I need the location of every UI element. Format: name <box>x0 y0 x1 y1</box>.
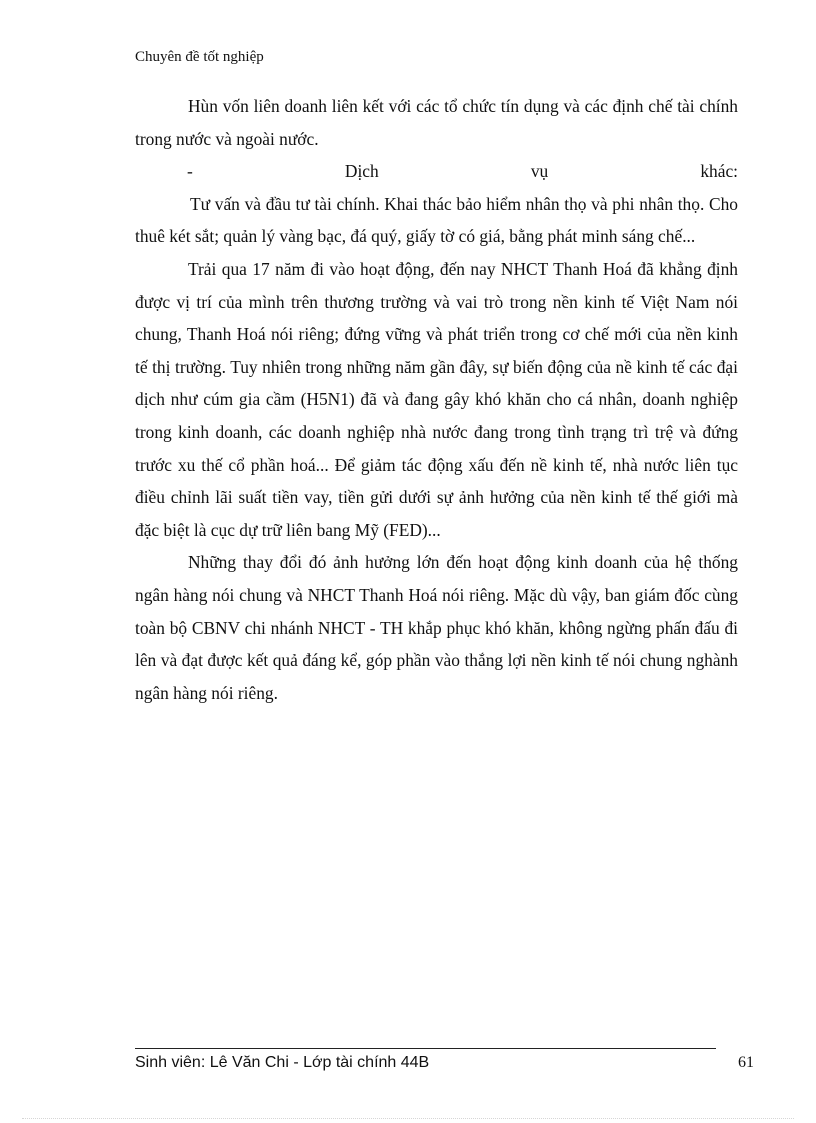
footer-divider <box>135 1048 716 1049</box>
list-dash: - <box>187 161 193 182</box>
word-vu: vụ <box>530 161 549 182</box>
other-services-line <box>135 155 738 188</box>
body-text <box>135 90 738 709</box>
paragraph-services: Tư vấn và đầu tư tài chính. Khai thác bảo hiểm nhân thọ và phi nhân thọ. Cho thuê két sắt; quản lý vàng bạc, đá quý, giấy tờ có giá, bằng phát minh sáng chế... <box>135 193 738 247</box>
word-khac: khác: <box>700 161 738 182</box>
paragraph-capital-contribution: Hùn vốn liên doanh liên kết với các tổ chức tín dụng và các định chế tài chính trong nước và ngoài nước. <box>135 96 738 149</box>
word-dich: Dịch <box>344 161 379 182</box>
paragraph-changes: Những thay đổi đó ảnh hưởng lớn đến hoạt động kinh doanh của hệ thống ngân hàng nói chung và NHCT Thanh Hoá nói riêng. Mặc dù vậy, ban giám đốc cùng toàn bộ CBNV chi nhánh NHCT - TH khắp phục khó khăn, không ngừng phấn đấu đi lên và đạt được kết quả đáng kể, góp phần vào thắng lợi nền kinh tế nói chung nghành ngân hàng nói riêng. <box>135 552 738 703</box>
page-number: 61 <box>738 1054 754 1071</box>
paragraph-history: Trải qua 17 năm đi vào hoạt động, đến nay NHCT Thanh Hoá đã khẳng định được vị trí của mình trên thương trường và vai trò trong nền kinh tế Việt Nam nói chung, Thanh Hoá nói riêng; đứng vững và phát triển trong cơ chế mới của nền kinh tế thị trường. Tuy nhiên trong những năm gần đây, sự biến động của nề kinh tế các đại dịch như cúm gia cầm (H5N1) đã và đang gây khó khăn cho cá nhân, doanh nghiệp trong kinh doanh, các doanh nghiệp nhà nước đang trong tình trạng trì trệ và đứng trước xu thế cổ phần hoá... Để giảm tác động xấu đến nề kinh tế, nhà nước liên tục điều chỉnh lãi suất tiền vay, tiền gửi dưới sự ảnh hưởng của nền kinh tế thế giới mà đặc biệt là cục dự trữ liên bang Mỹ (FED)... <box>135 258 738 540</box>
page-edge-dotted-line <box>22 1118 794 1119</box>
running-header: Chuyên đề tốt nghiệp <box>135 49 264 65</box>
footer-student-info: Sinh viên: Lê Văn Chi - Lớp tài chính 44B <box>135 1054 430 1071</box>
